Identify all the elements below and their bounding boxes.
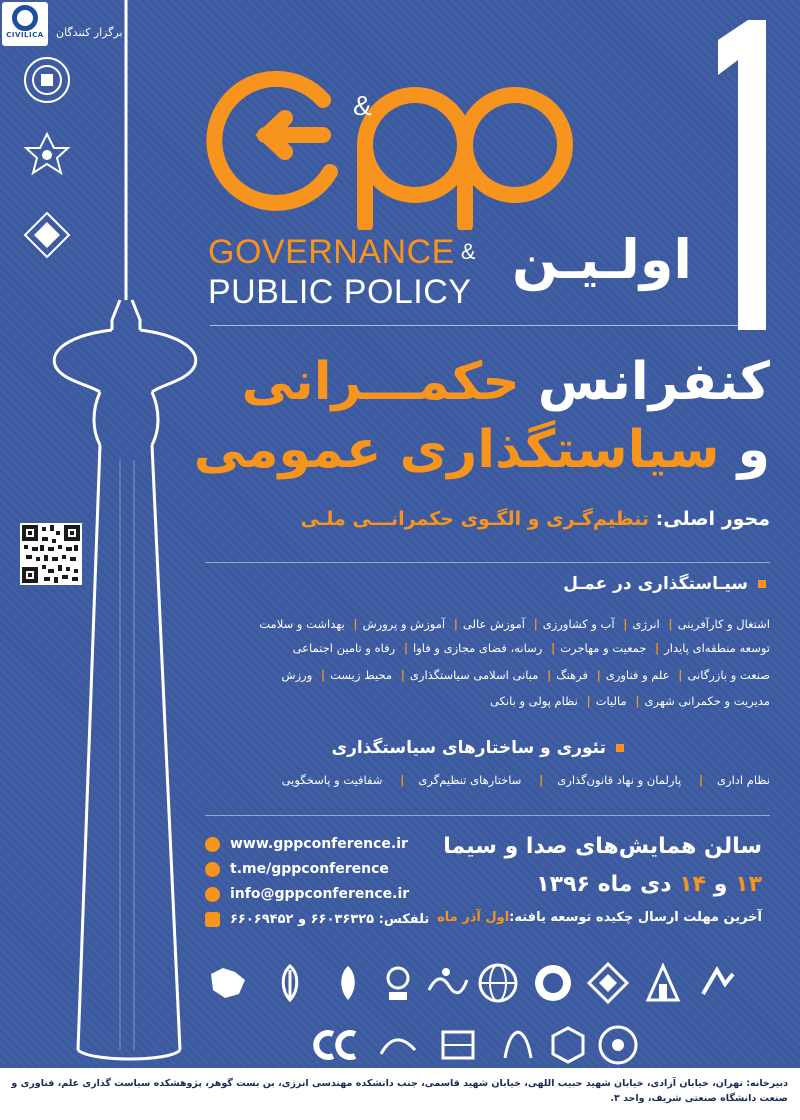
topic-item: رفاه و تامین اجتماعی xyxy=(292,641,396,655)
title-and-word: و xyxy=(737,420,770,480)
website-link[interactable]: www.gppconference.ir xyxy=(230,836,408,852)
azad-university-icon xyxy=(640,960,686,1006)
topic-item: ساختارهای تنظیم‌گری xyxy=(418,773,522,787)
topic-item: شفافیت و پاسخگویی xyxy=(281,773,383,787)
topic-item: فرهنگ xyxy=(556,668,588,682)
topic-item: انرژی xyxy=(632,617,660,631)
organization-logo-icon xyxy=(435,1022,481,1068)
section-policy-in-practice-heading xyxy=(563,574,766,594)
topic-separator: | xyxy=(551,641,556,655)
topic-item: نظام پولی و بانکی xyxy=(489,694,578,708)
topic-item: مدیریت و حکمرانی شهری xyxy=(644,694,770,708)
civilica-ring-icon xyxy=(12,5,38,31)
topic-item: بهداشت و سلامت xyxy=(259,617,345,631)
phone-icon xyxy=(205,912,220,927)
footer-address-bar xyxy=(0,1068,800,1120)
secretariat-address: دبیرخانه: تهران، خیابان آزادی، خیابان شهید حبیب اللهی، خیابان شهید قاسمی، جنب دانشکده مهندسی انرژی، بن بست گوهر، پژوهشکده سیاست گذاری علم، فناوری و صنعت دانشگاه صنعتی شریف، واحد ۳. xyxy=(11,1078,788,1104)
topic-row-2 xyxy=(293,641,770,655)
section-theory-structures-heading xyxy=(332,738,624,758)
email-row[interactable] xyxy=(205,882,465,907)
topic-item: آموزش عالی xyxy=(462,617,525,631)
topic-separator: | xyxy=(533,617,538,631)
topic-item: نظام اداری xyxy=(717,773,770,787)
topic-row-5 xyxy=(282,773,770,787)
organization-diamond-emblem-icon xyxy=(22,210,72,260)
topic-separator: | xyxy=(655,641,660,655)
topic-separator: | xyxy=(596,668,601,682)
topic-item: ورزش xyxy=(281,668,313,682)
topic-item: محیط زیست xyxy=(330,668,393,682)
topic-separator: | xyxy=(586,694,591,708)
iran-emblem-icon xyxy=(267,960,313,1006)
foundation-emblem-icon xyxy=(375,960,421,1006)
main-axis-value: تنظیم‌گـری و الگـوی حکمرانـــی ملـی xyxy=(300,508,649,530)
topic-separator: | xyxy=(678,668,683,682)
topic-separator: | xyxy=(635,694,640,708)
topic-item: علم و فناوری xyxy=(605,668,670,682)
gpp-wordmark xyxy=(208,232,476,312)
topic-separator: | xyxy=(698,773,704,787)
topic-row-1 xyxy=(259,617,770,631)
topic-separator: | xyxy=(400,773,405,787)
gpp-logo-amp: & xyxy=(353,90,372,121)
research-institute-emblem-icon xyxy=(22,130,72,180)
topic-item: اشتغال و کارآفرینی xyxy=(677,617,770,631)
topic-separator: | xyxy=(539,773,544,787)
topic-item: پارلمان و نهاد قانون‌گذاری xyxy=(557,773,682,787)
organizers-label: برگزار کنندگان xyxy=(56,26,123,39)
main-axis xyxy=(300,508,770,530)
public-policy-text: PUBLIC POLICY xyxy=(208,273,472,311)
calligraphy-logo-icon xyxy=(375,1022,421,1068)
website-row[interactable] xyxy=(205,832,465,857)
topic-item: آموزش و پرورش xyxy=(362,617,446,631)
wordmark-amp: & xyxy=(460,239,477,264)
cc-emblem-icon xyxy=(305,1022,365,1068)
topic-separator: | xyxy=(453,617,458,631)
main-axis-label: محور اصلی: xyxy=(655,508,770,530)
calligraphy-emblem-icon xyxy=(423,960,469,1006)
gpp-logo xyxy=(205,60,575,230)
map-emblem-icon xyxy=(205,960,251,1006)
topic-item: صنعت و بازرگانی xyxy=(687,668,770,682)
topic-separator: | xyxy=(668,617,673,631)
conference-title-line2 xyxy=(194,418,770,482)
topic-item: جمعیت و مهاجرت xyxy=(560,641,647,655)
telegram-row[interactable] xyxy=(205,857,465,882)
topic-item: رسانه، فضای مجازی و فاوا xyxy=(413,641,543,655)
event-venue: سالن همایش‌های صدا و سیما xyxy=(443,834,762,859)
globe-icon xyxy=(205,837,220,852)
topic-item: مالیات xyxy=(595,694,627,708)
event-dates xyxy=(536,872,762,897)
center-logo-icon xyxy=(545,1022,591,1068)
first-edition-number xyxy=(708,20,768,330)
ministry-emblem-icon xyxy=(325,960,371,1006)
submission-deadline xyxy=(437,910,762,925)
sharif-university-seal-icon xyxy=(22,55,72,105)
governance-text: GOVERNANCE xyxy=(208,233,455,271)
section1-title: سیـاستگذاری در عمـل xyxy=(563,574,748,594)
contact-block xyxy=(205,832,465,932)
civilica-label: CIVILICA xyxy=(6,31,44,39)
orange-bullet-icon xyxy=(758,580,766,588)
orange-bullet-icon xyxy=(616,744,624,752)
deadline-label: آخرین مهلت ارسال چکیده توسعه یافته: xyxy=(509,910,762,925)
section-divider-bottom xyxy=(205,815,770,816)
topic-separator: | xyxy=(400,668,405,682)
association-logo-icon xyxy=(595,1022,641,1068)
pattern-emblem-icon xyxy=(585,960,631,1006)
phone-text: تلفکس: ۶۶۰۳۶۳۲۵ و ۶۶۰۶۹۴۵۲ xyxy=(230,912,430,927)
topic-separator: | xyxy=(403,641,409,655)
topic-item: آب و کشاورزی xyxy=(542,617,615,631)
topic-item: مبانی اسلامی سیاستگذاری xyxy=(409,668,539,682)
topic-item: توسعه منطقه‌ای پایدار xyxy=(664,641,770,655)
title-conference-word: کنفرانس xyxy=(537,352,770,412)
date-and: و xyxy=(713,872,728,897)
publisher-emblem-icon xyxy=(695,960,741,1006)
conference-title-line1 xyxy=(242,350,770,414)
date-day-2: ۱۴ xyxy=(679,872,707,897)
topic-separator: | xyxy=(320,668,326,682)
topic-separator: | xyxy=(547,668,552,682)
title-public-policy-word: سیاستگذاری عمومی xyxy=(193,420,720,480)
topic-separator: | xyxy=(623,617,628,631)
qr-code[interactable] xyxy=(20,523,82,585)
section2-title: تئوری و ساختارهای سیاستگذاری xyxy=(331,738,606,758)
partner-logos-row-1 xyxy=(195,960,775,1015)
title-governance-word: حکمـــرانی xyxy=(241,352,520,412)
topic-row-3 xyxy=(282,668,770,682)
header-divider xyxy=(210,325,745,326)
date-month-year: دی ماه ۱۳۹۶ xyxy=(536,872,672,897)
institute-logo-icon xyxy=(495,1022,541,1068)
first-edition-word: اولـیـن xyxy=(512,228,692,291)
deadline-value: اول آذر ماه xyxy=(437,910,510,925)
section-divider-top xyxy=(205,562,770,563)
topic-row-4 xyxy=(490,694,770,708)
telegram-link[interactable]: t.me/gppconference xyxy=(230,861,389,877)
civilica-logo xyxy=(2,2,48,46)
broadcasting-globe-icon xyxy=(475,960,521,1006)
email-link[interactable]: info@gppconference.ir xyxy=(230,886,410,902)
email-icon xyxy=(205,887,220,902)
topic-separator: | xyxy=(353,617,358,631)
university-seal-icon xyxy=(530,960,576,1006)
date-day-1: ۱۳ xyxy=(735,872,762,897)
phone-row xyxy=(205,907,465,932)
telegram-icon xyxy=(205,862,220,877)
